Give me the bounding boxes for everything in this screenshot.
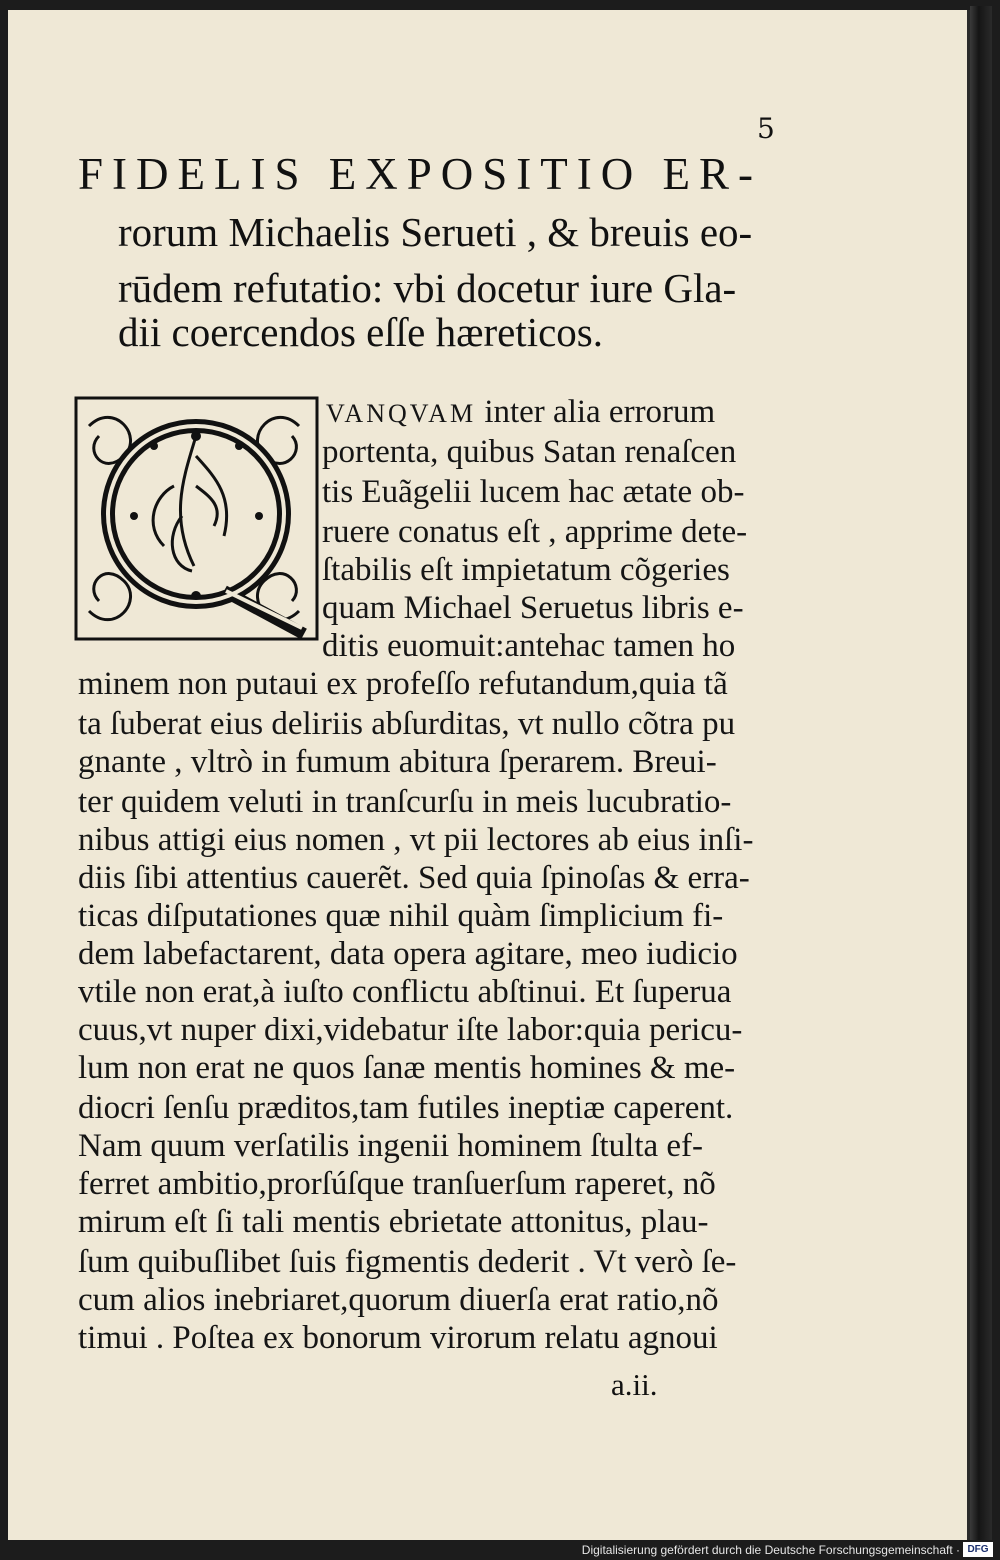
title-line-4: dii coercendos eſſe hæreticos. bbox=[118, 309, 603, 355]
title-line-1: FIDELIS EXPOSITIO ER- bbox=[78, 149, 762, 199]
body-line-21: ferret ambitio,prorſúſque tranſuerſum raperet, nõ bbox=[78, 1166, 716, 1202]
book-edge bbox=[970, 6, 992, 1542]
body-line-13: diis ſibi attentius cauerẽt. Sed quia ſpinoſas & erra- bbox=[78, 860, 750, 896]
decorated-initial-q bbox=[74, 396, 319, 641]
body-line-2: portenta, quibus Satan renaſcen bbox=[322, 434, 737, 470]
body-line-15: dem labefactarent, data opera agitare, meo iudicio bbox=[78, 936, 738, 972]
lead-words: VANQVAM bbox=[326, 399, 477, 428]
title-line-3: rūdem refutatio: vbi docetur iure Gla- bbox=[118, 265, 737, 311]
page-number: 5 bbox=[757, 112, 775, 145]
body-line-11: ter quidem veluti in tranſcurſu in meis lucubratio- bbox=[78, 784, 732, 820]
body-line-7: ditis euomuit:antehac tamen ho bbox=[322, 628, 736, 664]
body-line-22: mirum eſt ſi tali mentis ebrietate attonitus, plau- bbox=[78, 1204, 709, 1240]
body-line-10: gnante , vltrò in fumum abitura ſperarem. Breui- bbox=[78, 744, 717, 780]
body-line-1: inter alia errorum bbox=[484, 394, 716, 430]
body-line-9: ta ſuberat eius deliriis abſurditas, vt nullo cõtra pu bbox=[78, 706, 736, 742]
body-line-20: Nam quum verſatilis ingenii hominem ſtulta ef- bbox=[78, 1128, 704, 1164]
body-line-16: vtile non erat,à iuſto conflictu abſtinui. Et ſuperua bbox=[78, 974, 732, 1010]
body-line-23: ſum quibuſlibet ſuis figmentis dederit . Vt verò ſe- bbox=[78, 1244, 737, 1280]
body-line-3: tis Euãgelii lucem hac ætate ob- bbox=[322, 474, 745, 510]
body-line-8: minem non putaui ex profeſſo refutandum,quia tã bbox=[78, 666, 728, 702]
body-line-24: cum alios inebriaret,quorum diuerſa erat ratio,nõ bbox=[78, 1282, 719, 1318]
body-line-6: quam Michael Seruetus libris e- bbox=[322, 590, 744, 626]
body-line-12: nibus attigi eius nomen , vt pii lectores ab eius inſi- bbox=[78, 822, 754, 858]
body-line-25: timui . Poſtea ex bonorum virorum relatu agnoui bbox=[78, 1320, 718, 1356]
funding-credit: Digitalisierung gefördert durch die Deutsche Forschungsgemeinschaft · bbox=[581, 1543, 960, 1557]
body-line-18: lum non erat ne quos ſanæ mentis homines & me- bbox=[78, 1050, 736, 1086]
body-line-5: ſtabilis eſt impietatum cõgeries bbox=[322, 552, 730, 588]
body-line-4: ruere conatus eſt , apprime dete- bbox=[322, 514, 748, 550]
dfg-logo-text: DFG bbox=[967, 1544, 989, 1555]
body-line-19: diocri ſenſu præditos,tam futiles ineptiæ caperent. bbox=[78, 1090, 734, 1126]
dfg-logo bbox=[963, 1542, 993, 1557]
title-line-2: rorum Michaelis Serueti , & breuis eo- bbox=[118, 209, 753, 255]
body-line-17: cuus,vt nuper dixi,videbatur iſte labor:quia pericu- bbox=[78, 1012, 743, 1048]
signature-mark: a.ii. bbox=[611, 1367, 658, 1402]
body-line-14: ticas diſputationes quæ nihil quàm ſimplicium fi- bbox=[78, 898, 724, 934]
